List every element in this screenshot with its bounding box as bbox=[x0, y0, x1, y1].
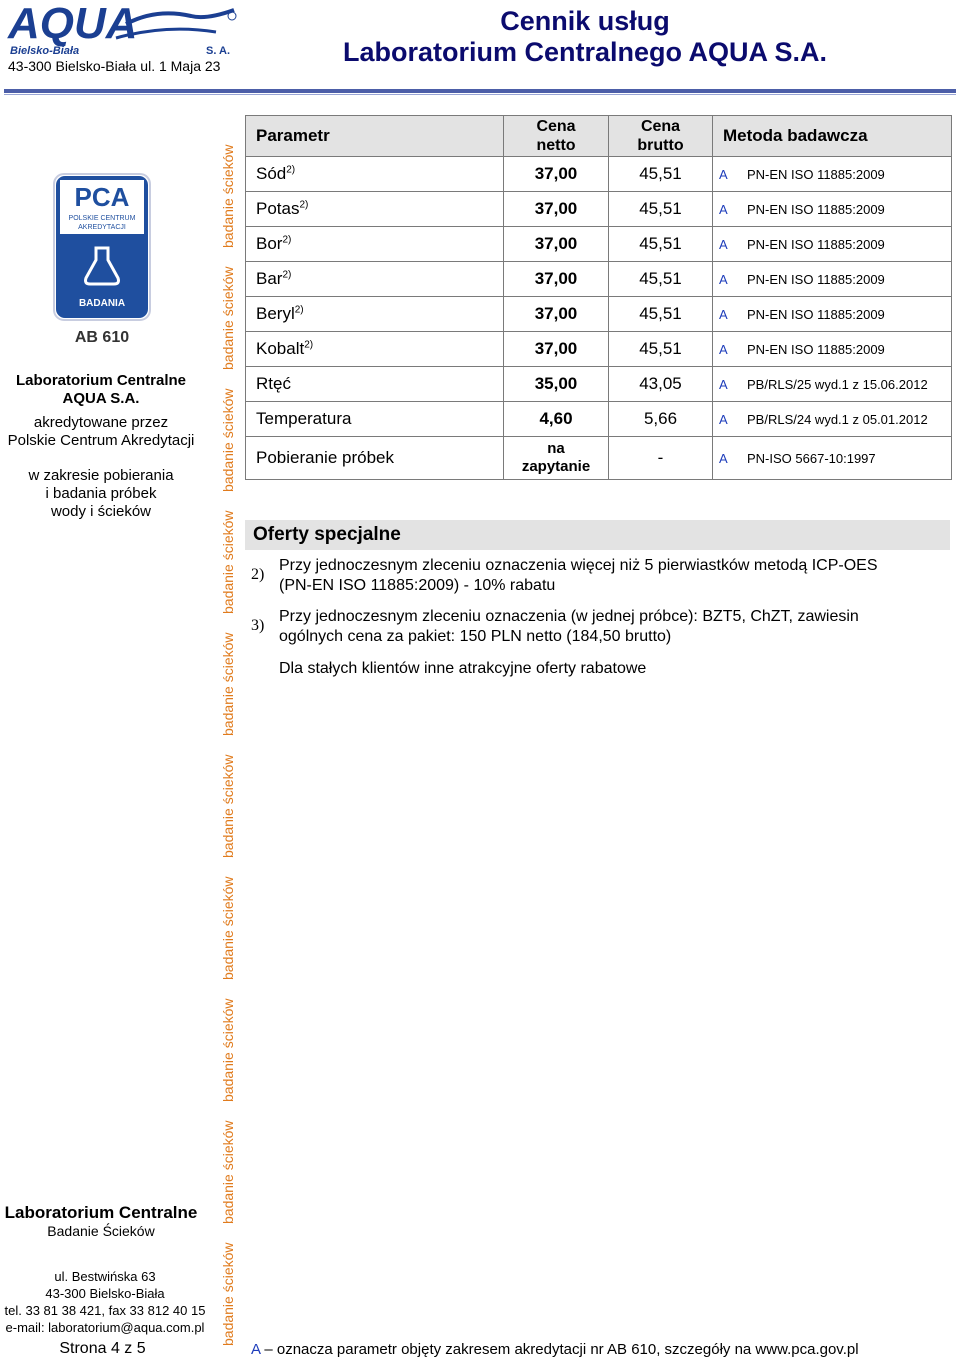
watermark-label: badanie ścieków bbox=[220, 1120, 236, 1224]
lab-name-line-2: AQUA S.A. bbox=[62, 390, 140, 407]
lab-name-line-1: Laboratorium Centralne bbox=[15, 372, 187, 389]
accreditation-mark: A bbox=[719, 411, 728, 427]
table-row bbox=[246, 297, 952, 332]
netto-cell: 37,00 bbox=[504, 262, 609, 297]
brutto-header-line-1: Cena bbox=[640, 118, 681, 135]
netto-cell: 37,00 bbox=[504, 227, 609, 262]
watermark-label: badanie ścieków bbox=[220, 754, 236, 858]
title-line-2: Laboratorium Centralnego AQUA S.A. bbox=[342, 37, 828, 67]
watermark-label: badanie ścieków bbox=[220, 876, 236, 980]
table-row bbox=[246, 157, 952, 192]
param-cell: Sód$^{2)}$ bbox=[246, 157, 504, 192]
netto-header-line-2: netto bbox=[536, 137, 576, 154]
netto-cell: 37,00 bbox=[504, 157, 609, 192]
col-header-netto bbox=[504, 116, 609, 157]
offer-item bbox=[279, 607, 939, 647]
contact-block bbox=[0, 1268, 210, 1336]
param-cell: Pobieranie próbek bbox=[246, 437, 504, 480]
col-header-brutto bbox=[609, 116, 713, 157]
netto-header-line-1: Cena bbox=[536, 118, 576, 135]
offers-title: Oferty specjalne bbox=[253, 524, 401, 545]
watermark-label: badanie ścieków bbox=[220, 632, 236, 736]
offers-note: Dla stałych klientów inne atrakcyjne oferty rabatowe bbox=[279, 660, 647, 677]
brutto-cell: 45,51 bbox=[609, 262, 713, 297]
company-address: 43-300 Bielsko-Biała ul. 1 Maja 23 bbox=[8, 58, 221, 74]
header-divider-thin bbox=[4, 94, 956, 95]
header-divider bbox=[4, 89, 956, 93]
netto-cell: 35,00 bbox=[504, 367, 609, 402]
brutto-cell: 43,05 bbox=[609, 367, 713, 402]
netto-cell: 37,00 bbox=[504, 332, 609, 367]
accreditation-mark: A bbox=[719, 376, 728, 392]
table-row bbox=[246, 437, 952, 480]
table-row bbox=[246, 367, 952, 402]
accreditation-mark: A bbox=[719, 341, 728, 357]
param-cell: Potas$^{2)}$ bbox=[246, 192, 504, 227]
scope-line-1: w zakresie pobierania bbox=[28, 467, 174, 484]
watermark-label: badanie ścieków bbox=[220, 1242, 236, 1346]
method-cell: A PB/RLS/25 wyd.1 z 15.06.2012 bbox=[713, 367, 952, 402]
brutto-cell: 45,51 bbox=[609, 227, 713, 262]
method-cell: A PN-ISO 5667-10:1997 bbox=[713, 437, 952, 480]
offer-number: 2) bbox=[251, 566, 265, 583]
watermark-label: badanie ścieków bbox=[220, 144, 236, 248]
accreditation-mark: A bbox=[719, 166, 728, 182]
brutto-cell: 45,51 bbox=[609, 297, 713, 332]
param-cell: Temperatura bbox=[246, 402, 504, 437]
brutto-cell: 45,51 bbox=[609, 157, 713, 192]
watermark-label: badanie ścieków bbox=[220, 266, 236, 370]
logo-sa: S. A. bbox=[206, 45, 231, 57]
param-cell: Beryl$^{2)}$ bbox=[246, 297, 504, 332]
method-cell: A PN-EN ISO 11885:2009 bbox=[713, 157, 952, 192]
watermark-label: badanie ścieków bbox=[220, 998, 236, 1102]
offer-item bbox=[279, 556, 939, 596]
netto-line-1: na bbox=[547, 440, 565, 457]
offer-line-2: (PN-EN ISO 11885:2009) - 10% rabatu bbox=[279, 577, 556, 594]
brutto-cell: 45,51 bbox=[609, 332, 713, 367]
contact-street: ul. Bestwińska 63 bbox=[54, 1269, 156, 1284]
netto-line-2: zapytanie bbox=[521, 458, 591, 475]
accreditation-mark: A bbox=[251, 1341, 261, 1358]
method-cell: A PN-EN ISO 11885:2009 bbox=[713, 192, 952, 227]
param-cell: Rtęć bbox=[246, 367, 504, 402]
accreditation-mark: A bbox=[719, 236, 728, 252]
table-row bbox=[246, 402, 952, 437]
contact-phone: tel. 33 81 38 421, fax 33 812 40 15 bbox=[4, 1303, 206, 1318]
pca-brand: PCA bbox=[74, 182, 130, 212]
price-table bbox=[245, 115, 952, 480]
watermark-label: badanie ścieków bbox=[220, 388, 236, 492]
pca-line1: POLSKIE CENTRUM bbox=[68, 215, 136, 222]
lab-name bbox=[0, 372, 202, 408]
page-title bbox=[330, 6, 840, 68]
accreditation-mark: A bbox=[719, 271, 728, 287]
brutto-cell: - bbox=[609, 437, 713, 480]
offer-line-1: Przy jednoczesnym zleceniu oznaczenia (w jednej próbce): BZT5, ChZT, zawiesin bbox=[279, 608, 859, 625]
accr-line-2: Polskie Centrum Akredytacji bbox=[7, 432, 195, 449]
method-cell: A PN-EN ISO 11885:2009 bbox=[713, 227, 952, 262]
offer-line-1: Przy jednoczesnym zleceniu oznaczenia więcej niż 5 pierwiastków metodą ICP-OES bbox=[279, 557, 878, 574]
table-row bbox=[246, 192, 952, 227]
lab2-name: Laboratorium Centralne bbox=[4, 1203, 198, 1222]
scope-line-3: wody i ścieków bbox=[50, 503, 152, 520]
pca-line2: AKREDYTACJI bbox=[78, 224, 126, 231]
col-header-method: Metoda badawcza bbox=[713, 116, 952, 157]
logo-wordmark: AQUA bbox=[8, 2, 138, 48]
accreditation-mark: A bbox=[719, 201, 728, 217]
param-cell: Bor$^{2)}$ bbox=[246, 227, 504, 262]
method-cell: A PN-EN ISO 11885:2009 bbox=[713, 297, 952, 332]
param-cell: Bar$^{2)}$ bbox=[246, 262, 504, 297]
accreditation-mark: A bbox=[719, 450, 728, 466]
scope-text bbox=[0, 467, 202, 521]
contact-email: e-mail: laboratorium@aqua.com.pl bbox=[5, 1320, 205, 1335]
accr-line-1: akredytowane przez bbox=[33, 414, 169, 431]
netto-cell: 4,60 bbox=[504, 402, 609, 437]
footer-text: – oznacza parametr objęty zakresem akredytacji nr AB 610, szczegóły na www.pca.gov.pl bbox=[260, 1341, 859, 1358]
contact-city: 43-300 Bielsko-Biała bbox=[45, 1286, 165, 1301]
page-number: Strona 4 z 5 bbox=[59, 1340, 146, 1357]
param-cell: Kobalt$^{2)}$ bbox=[246, 332, 504, 367]
pca-code: AB 610 bbox=[74, 329, 130, 346]
netto-cell: 37,00 bbox=[504, 192, 609, 227]
brutto-header-line-2: brutto bbox=[637, 137, 684, 154]
watermark-label: badanie ścieków bbox=[220, 510, 236, 614]
netto-cell bbox=[504, 437, 609, 480]
accreditation-mark: A bbox=[719, 306, 728, 322]
table-row bbox=[246, 262, 952, 297]
table-header-row bbox=[246, 116, 952, 157]
method-cell: A PN-EN ISO 11885:2009 bbox=[713, 262, 952, 297]
footer-note bbox=[251, 1341, 859, 1358]
offer-number: 3) bbox=[251, 617, 265, 634]
logo-city: Bielsko-Biała bbox=[10, 45, 80, 57]
accreditation-text bbox=[0, 414, 202, 450]
col-header-param: Parametr bbox=[246, 116, 504, 157]
method-cell: A PN-EN ISO 11885:2009 bbox=[713, 332, 952, 367]
table-row bbox=[246, 227, 952, 262]
scope-line-2: i badania próbek bbox=[45, 485, 157, 502]
table-row bbox=[246, 332, 952, 367]
pca-accreditation-badge bbox=[52, 170, 152, 348]
offer-line-2: ogólnych cena za pakiet: 150 PLN netto (184,50 brutto) bbox=[279, 628, 672, 645]
lab2-subtitle: Badanie Ścieków bbox=[47, 1223, 155, 1239]
brutto-cell: 45,51 bbox=[609, 192, 713, 227]
title-line-1: Cennik usług bbox=[500, 6, 670, 36]
method-cell: A PB/RLS/24 wyd.1 z 05.01.2012 bbox=[713, 402, 952, 437]
netto-cell: 37,00 bbox=[504, 297, 609, 332]
brutto-cell: 5,66 bbox=[609, 402, 713, 437]
pca-label: BADANIA bbox=[78, 298, 126, 309]
aqua-logo bbox=[6, 2, 238, 58]
